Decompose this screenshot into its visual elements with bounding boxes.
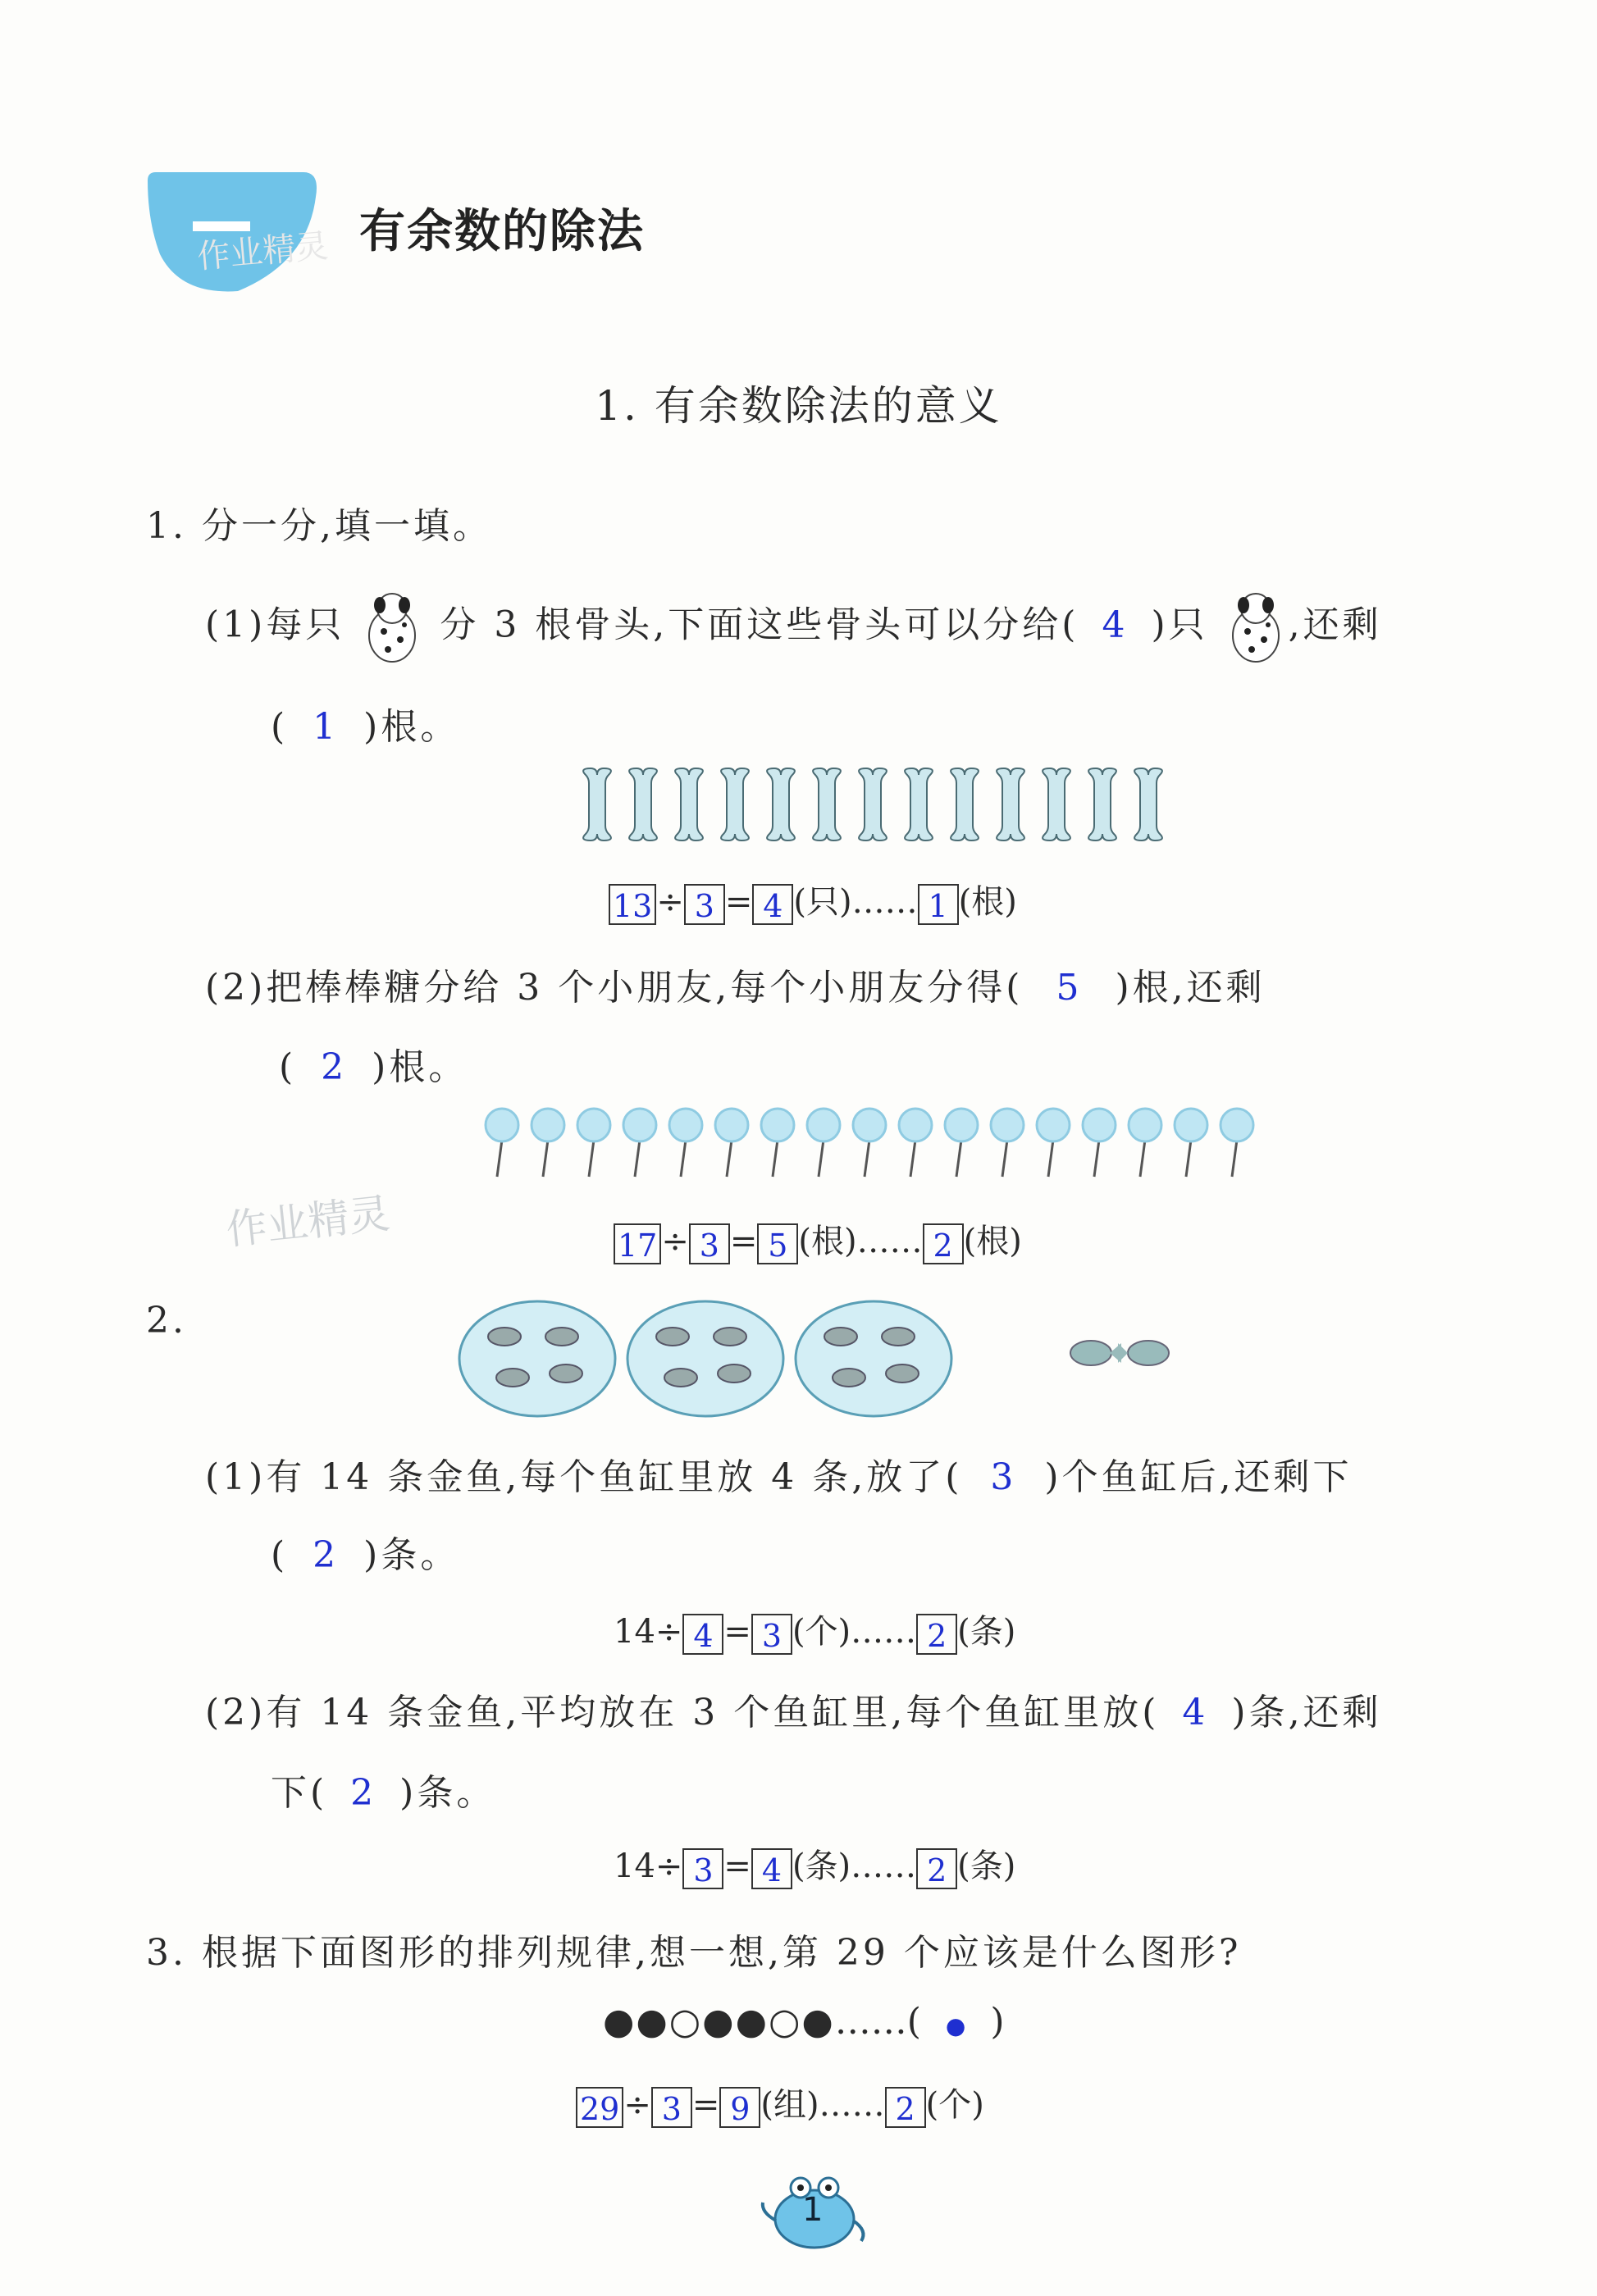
answer: 2 <box>321 1046 348 1088</box>
lollipop-icon <box>853 1109 886 1141</box>
fish-icon <box>886 1364 919 1383</box>
lollipop-icon <box>669 1109 702 1141</box>
lesson-title: 1. 有余数除法的意义 <box>595 382 1002 430</box>
lollipops-illustration <box>484 1107 1288 1181</box>
bone-icon <box>629 768 657 840</box>
answer: 4 <box>1182 1692 1209 1733</box>
fishbowl-icon <box>459 1301 615 1416</box>
q1-p1-equation: 13 ÷ 3 = 4 (只)…… 1 (根) <box>609 876 1017 925</box>
q3-equation: 29 ÷ 3 = 9 (组)…… 2 (个) <box>576 2079 984 2128</box>
answer-box: 2 <box>885 2087 926 2128</box>
answer-box: 3 <box>651 2087 692 2128</box>
lollipop-stick <box>681 1140 686 1177</box>
lollipop-icon <box>899 1109 932 1141</box>
bone-icon <box>675 768 703 840</box>
q2-p2-line1: (2)有 14 条金鱼,平均放在 3 个鱼缸里,每个鱼缸里放( 4 )条,还剩 <box>205 1692 1382 1733</box>
lollipop-stick <box>543 1140 548 1177</box>
lollipop-stick <box>1232 1140 1237 1177</box>
q1-p2-line1: (2)把棒棒糖分给 3 个小朋友,每个小朋友分得( 5 )根,还剩 <box>205 967 1266 1009</box>
bone-icon <box>767 768 795 840</box>
answer-box: 13 <box>609 884 656 925</box>
lollipop-icon <box>807 1109 840 1141</box>
watermark-text: 作业精灵 <box>223 1189 392 1255</box>
lollipop-icon <box>1129 1109 1161 1141</box>
lollipop-stick <box>910 1140 915 1177</box>
answer-box: 3 <box>682 1848 723 1889</box>
fishbowl-icon <box>627 1301 783 1416</box>
q1-label: 1. 分一分,填一填。 <box>146 505 492 547</box>
fish-icon <box>545 1328 578 1346</box>
lollipop-stick <box>1002 1140 1007 1177</box>
q3-pattern: ●●○●●○●……( ● ) <box>603 2001 1005 2043</box>
fish-icon <box>833 1369 865 1387</box>
q3-label: 3. 根据下面图形的排列规律,想一想,第 29 个应该是什么图形? <box>146 1932 1242 1974</box>
answer: 4 <box>1102 604 1129 646</box>
lollipop-stick <box>635 1140 640 1177</box>
answer-box: 4 <box>752 884 793 925</box>
lollipop-icon <box>761 1109 794 1141</box>
watermark: 作业精灵 <box>195 227 331 276</box>
lollipop-stick <box>589 1140 594 1177</box>
answer: 1 <box>313 706 340 748</box>
answer-box: 2 <box>916 1614 957 1655</box>
answer-box: 3 <box>751 1614 792 1655</box>
page-number: 1 <box>802 2191 824 2229</box>
bone-icon <box>859 768 887 840</box>
lollipop-icon <box>1083 1109 1116 1141</box>
q2-p2-equation: 14÷ 3 = 4 (条)…… 2 (条) <box>614 1847 1016 1888</box>
bone-icon <box>1043 768 1070 840</box>
fishbowls-illustration <box>455 1292 964 1423</box>
bones-illustration <box>574 767 1181 849</box>
fish-icon <box>496 1369 529 1387</box>
lollipop-icon <box>1221 1109 1253 1141</box>
answer-box: 5 <box>757 1223 798 1264</box>
bone-icon <box>905 768 933 840</box>
bone-icon <box>813 768 841 840</box>
lollipop-stick <box>727 1140 732 1177</box>
q2-p1-equation: 14÷ 4 = 3 (个)…… 2 (条) <box>614 1613 1016 1654</box>
fish-icon <box>824 1328 857 1346</box>
lollipop-icon <box>1037 1109 1070 1141</box>
lollipop-stick <box>819 1140 824 1177</box>
answer: 2 <box>313 1534 340 1576</box>
q1-p1-line1: (1)每只 分 3 根骨头,下面这些骨头可以分给( 4 )只 ,还剩 <box>205 590 1382 664</box>
lollipop-stick <box>956 1140 961 1177</box>
answer-box: 4 <box>682 1614 723 1655</box>
bone-icon <box>1134 768 1162 840</box>
fish-icon <box>882 1328 915 1346</box>
lollipop-stick <box>497 1140 502 1177</box>
bone-icon <box>721 768 749 840</box>
fish-icon <box>550 1364 582 1383</box>
answer-box: 2 <box>916 1848 957 1889</box>
fish-icon <box>718 1364 751 1383</box>
answer-box: 4 <box>751 1848 792 1889</box>
lollipop-icon <box>715 1109 748 1141</box>
dog-icon <box>1223 590 1289 664</box>
fish-icon <box>1062 1328 1177 1378</box>
answer-box: 17 <box>614 1223 661 1264</box>
fish-icon <box>488 1328 521 1346</box>
lollipop-stick <box>1048 1140 1053 1177</box>
answer: ● <box>945 2012 966 2039</box>
lollipop-stick <box>865 1140 869 1177</box>
lollipop-icon <box>532 1109 564 1141</box>
bone-icon <box>951 768 979 840</box>
answer-box: 3 <box>684 884 725 925</box>
q1-p2-line2: ( 2 )根。 <box>279 1046 468 1088</box>
lollipop-icon <box>945 1109 978 1141</box>
q1-p2-equation: 17 ÷ 3 = 5 (根)…… 2 (根) <box>614 1215 1022 1264</box>
answer: 2 <box>350 1772 377 1814</box>
lollipop-icon <box>577 1109 610 1141</box>
fishbowl-icon <box>796 1301 951 1416</box>
bone-icon <box>583 768 611 840</box>
answer: 5 <box>1056 967 1083 1009</box>
answer-box: 3 <box>689 1223 730 1264</box>
lollipop-stick <box>1186 1140 1191 1177</box>
lollipop-icon <box>623 1109 656 1141</box>
lollipop-stick <box>1140 1140 1145 1177</box>
fish-icon <box>656 1328 689 1346</box>
answer-box: 29 <box>576 2087 623 2128</box>
lollipop-stick <box>1094 1140 1099 1177</box>
lollipop-icon <box>1175 1109 1207 1141</box>
answer-box: 1 <box>918 884 959 925</box>
lollipop-icon <box>991 1109 1024 1141</box>
q2-p1-line2: ( 2 )条。 <box>271 1534 460 1576</box>
fish-icon <box>664 1369 697 1387</box>
dog-icon <box>359 590 425 664</box>
answer-box: 2 <box>923 1223 964 1264</box>
q2-label: 2. <box>146 1300 187 1342</box>
answer-box: 9 <box>719 2087 760 2128</box>
bone-icon <box>1088 768 1116 840</box>
q2-p2-line2: 下( 2 )条。 <box>271 1772 496 1814</box>
lollipop-stick <box>773 1140 778 1177</box>
answer: 3 <box>990 1456 1017 1498</box>
fish-icon <box>714 1328 746 1346</box>
q1-p1-line2: ( 1 )根。 <box>271 706 460 748</box>
unit-title: 有余数的除法 <box>359 205 645 258</box>
bone-icon <box>997 768 1024 840</box>
lollipop-icon <box>486 1109 518 1141</box>
q2-p1-line1: (1)有 14 条金鱼,每个鱼缸里放 4 条,放了( 3 )个鱼缸后,还剩下 <box>205 1456 1353 1498</box>
